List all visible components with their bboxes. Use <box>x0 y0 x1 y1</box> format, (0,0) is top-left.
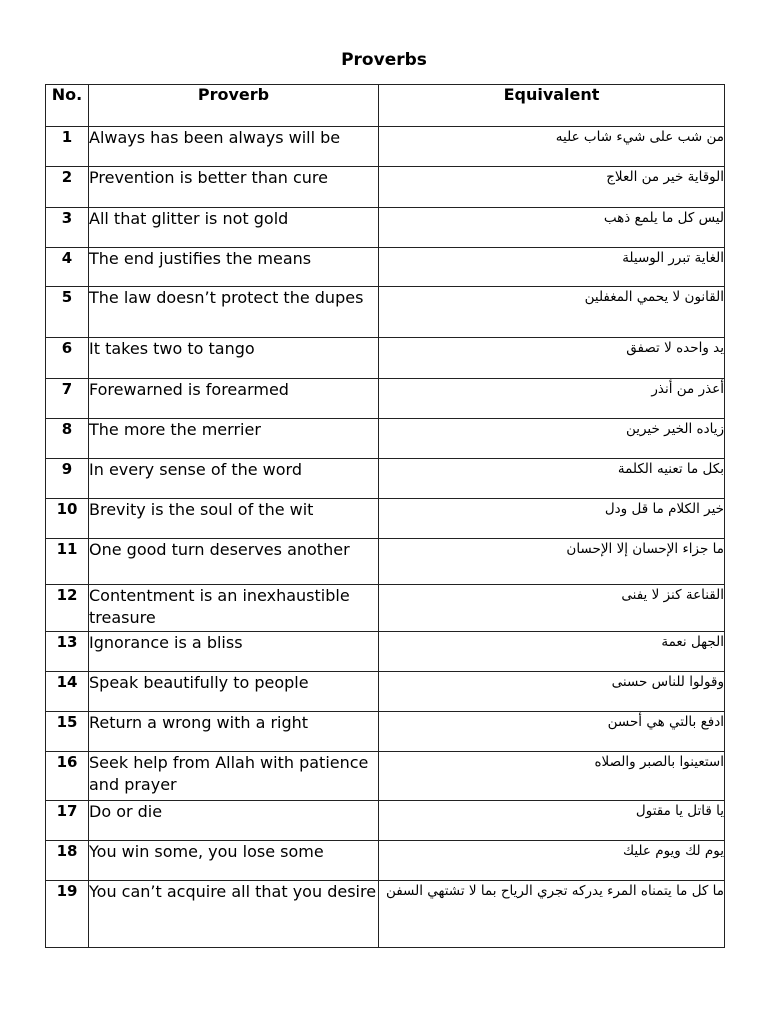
table-row <box>46 585 725 632</box>
table-row <box>46 881 725 948</box>
arabic-equivalent: بكل ما تعنيه الكلمة <box>379 459 725 499</box>
row-number: 12 <box>46 585 89 632</box>
row-number: 19 <box>46 881 89 948</box>
table-row <box>46 208 725 248</box>
arabic-equivalent: القانون لا يحمي المغفلين <box>379 287 725 338</box>
header-equivalent: Equivalent <box>379 85 725 127</box>
arabic-equivalent: زياده الخير خيرين <box>379 419 725 459</box>
arabic-equivalent: ما كل ما يتمناه المرء يدركه تجري الرياح بما لا تشتهي السفن <box>379 881 725 948</box>
proverb-text: Return a wrong with a right <box>89 712 379 752</box>
table-row <box>46 539 725 585</box>
arabic-equivalent: ليس كل ما يلمع ذهب <box>379 208 725 248</box>
arabic-equivalent: الجهل نعمة <box>379 632 725 672</box>
row-number: 11 <box>46 539 89 585</box>
proverb-text: You win some, you lose some <box>89 841 379 881</box>
row-number: 8 <box>46 419 89 459</box>
row-number: 15 <box>46 712 89 752</box>
proverb-text: The end justifies the means <box>89 248 379 287</box>
table-header-row <box>46 85 725 127</box>
table-row <box>46 287 725 338</box>
arabic-equivalent: وقولوا للناس حسنى <box>379 672 725 712</box>
row-number: 16 <box>46 752 89 801</box>
arabic-equivalent: الغاية تبرر الوسيلة <box>379 248 725 287</box>
header-proverb: Proverb <box>89 85 379 127</box>
proverb-text: Forewarned is forearmed <box>89 379 379 419</box>
proverb-text: The law doesn’t protect the dupes <box>89 287 379 338</box>
proverb-text: The more the merrier <box>89 419 379 459</box>
table-row <box>46 248 725 287</box>
row-number: 5 <box>46 287 89 338</box>
arabic-equivalent: ما جزاء الإحسان إلا الإحسان <box>379 539 725 585</box>
proverb-text: Do or die <box>89 801 379 841</box>
row-number: 13 <box>46 632 89 672</box>
table-row <box>46 459 725 499</box>
row-number: 6 <box>46 338 89 379</box>
arabic-equivalent: القناعة كنز لا يفنى <box>379 585 725 632</box>
arabic-equivalent: ادفع بالتي هي أحسن <box>379 712 725 752</box>
arabic-equivalent: أعذر من أنذر <box>379 379 725 419</box>
proverb-text: You can’t acquire all that you desire <box>89 881 379 948</box>
proverb-text: In every sense of the word <box>89 459 379 499</box>
table-row <box>46 499 725 539</box>
row-number: 1 <box>46 127 89 167</box>
table-row <box>46 712 725 752</box>
row-number: 4 <box>46 248 89 287</box>
arabic-equivalent: الوقاية خير من العلاج <box>379 167 725 208</box>
proverb-text: Prevention is better than cure <box>89 167 379 208</box>
table-row <box>46 632 725 672</box>
page-title: Proverbs <box>341 50 427 70</box>
row-number: 14 <box>46 672 89 712</box>
table-row <box>46 338 725 379</box>
table-row <box>46 801 725 841</box>
arabic-equivalent: من شب على شيء شاب عليه <box>379 127 725 167</box>
arabic-equivalent: يد واحده لا تصفق <box>379 338 725 379</box>
row-number: 17 <box>46 801 89 841</box>
arabic-equivalent: يوم لك ويوم عليك <box>379 841 725 881</box>
proverb-text: Seek help from Allah with patience and prayer <box>89 752 379 801</box>
arabic-equivalent: يا قاتل يا مقتول <box>379 801 725 841</box>
proverb-text: Always has been always will be <box>89 127 379 167</box>
row-number: 18 <box>46 841 89 881</box>
proverb-text: Contentment is an inexhaustible treasure <box>89 585 379 632</box>
proverb-text: Ignorance is a bliss <box>89 632 379 672</box>
arabic-equivalent: استعينوا بالصبر والصلاه <box>379 752 725 801</box>
table-row <box>46 752 725 801</box>
row-number: 3 <box>46 208 89 248</box>
row-number: 10 <box>46 499 89 539</box>
table-row <box>46 419 725 459</box>
proverbs-table <box>45 84 725 948</box>
table-row <box>46 167 725 208</box>
proverb-text: All that glitter is not gold <box>89 208 379 248</box>
row-number: 7 <box>46 379 89 419</box>
proverb-text: One good turn deserves another <box>89 539 379 585</box>
header-no: No. <box>46 85 89 127</box>
row-number: 9 <box>46 459 89 499</box>
proverb-text: Speak beautifully to people <box>89 672 379 712</box>
proverb-text: It takes two to tango <box>89 338 379 379</box>
row-number: 2 <box>46 167 89 208</box>
table-row <box>46 672 725 712</box>
table-row <box>46 841 725 881</box>
table-row <box>46 379 725 419</box>
proverb-text: Brevity is the soul of the wit <box>89 499 379 539</box>
table-row <box>46 127 725 167</box>
arabic-equivalent: خير الكلام ما قل ودل <box>379 499 725 539</box>
